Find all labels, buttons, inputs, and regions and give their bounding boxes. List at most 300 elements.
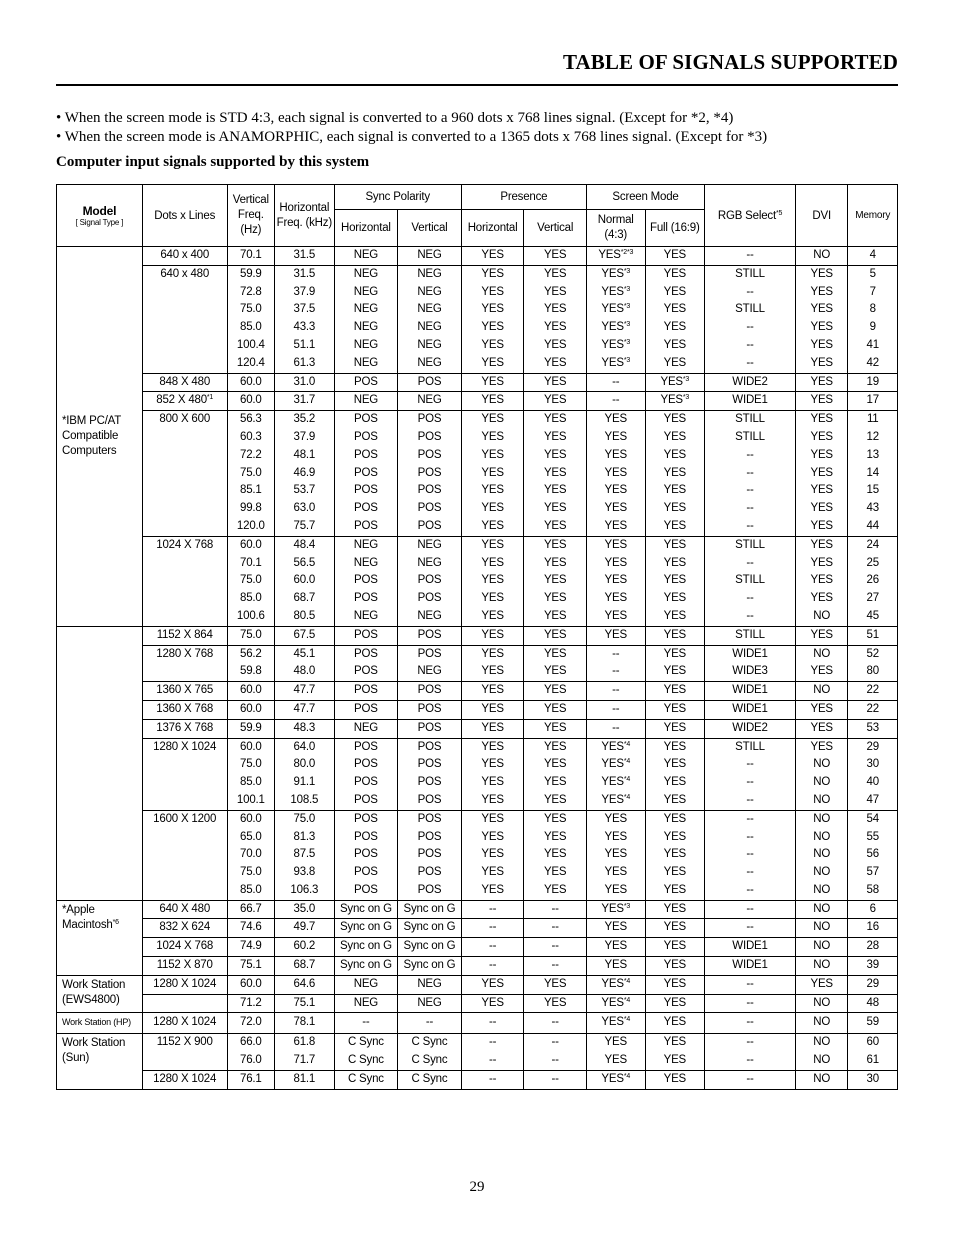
normal-cell: -- — [586, 700, 645, 719]
full-cell: YES — [645, 265, 705, 283]
hfreq-cell: 78.1 — [275, 1013, 335, 1034]
table-row — [57, 337, 898, 355]
table-row — [57, 663, 898, 681]
full-cell: YES — [645, 1034, 705, 1052]
dots-cell — [142, 864, 227, 882]
memory-cell: 60 — [848, 1034, 898, 1052]
memory-cell: 13 — [848, 447, 898, 465]
table-row — [57, 900, 898, 919]
full-cell: YES — [645, 518, 705, 536]
rgb-cell: -- — [705, 900, 796, 919]
full-cell: YES — [645, 608, 705, 626]
dots-cell — [142, 555, 227, 573]
presence-v-cell: -- — [524, 919, 587, 938]
table-row — [57, 645, 898, 663]
sync-h-cell: POS — [334, 572, 398, 590]
rgb-cell: -- — [705, 247, 796, 266]
dots-cell: 1152 X 870 — [142, 957, 227, 976]
vfreq-cell: 60.3 — [227, 429, 274, 447]
memory-cell: 27 — [848, 590, 898, 608]
full-cell: YES — [645, 846, 705, 864]
dots-cell — [142, 846, 227, 864]
full-cell: YES — [645, 482, 705, 500]
hfreq-cell: 37.9 — [275, 429, 335, 447]
sync-v-cell: Sync on G — [398, 900, 462, 919]
presence-h-cell: YES — [461, 682, 524, 701]
memory-cell: 53 — [848, 719, 898, 738]
table-row — [57, 1013, 898, 1034]
full-cell: YES — [645, 700, 705, 719]
vfreq-cell: 70.1 — [227, 247, 274, 266]
sync-h-cell: NEG — [334, 284, 398, 302]
sync-h-cell: POS — [334, 846, 398, 864]
dvi-cell: NO — [795, 1013, 847, 1034]
rgb-cell: -- — [705, 882, 796, 900]
dots-cell — [142, 500, 227, 518]
vfreq-cell: 72.8 — [227, 284, 274, 302]
normal-cell: -- — [586, 645, 645, 663]
dvi-cell: YES — [795, 663, 847, 681]
sync-h-cell: Sync on G — [334, 938, 398, 957]
normal-cell: YES$^{*4}$ — [586, 975, 645, 994]
vfreq-cell: 70.0 — [227, 846, 274, 864]
rgb-cell: STILL — [705, 572, 796, 590]
full-cell: YES — [645, 738, 705, 756]
normal-cell: YES$^{*4}$ — [586, 1013, 645, 1034]
dvi-cell: YES — [795, 572, 847, 590]
normal-cell: -- — [586, 373, 645, 392]
dots-cell: 1024 X 768 — [142, 938, 227, 957]
rgb-cell: -- — [705, 500, 796, 518]
vfreq-cell: 60.0 — [227, 392, 274, 411]
presence-h-cell: YES — [461, 590, 524, 608]
rgb-cell: -- — [705, 919, 796, 938]
header-full: Full (16:9) — [645, 210, 705, 247]
normal-cell: YES — [586, 938, 645, 957]
sync-v-cell: NEG — [398, 265, 462, 283]
full-cell: YES$^{*3}$ — [645, 373, 705, 392]
presence-v-cell: YES — [524, 373, 587, 392]
normal-cell: YES — [586, 572, 645, 590]
sync-h-cell: POS — [334, 518, 398, 536]
presence-v-cell: YES — [524, 846, 587, 864]
memory-cell: 29 — [848, 975, 898, 994]
hfreq-cell: 67.5 — [275, 626, 335, 645]
vfreq-cell: 65.0 — [227, 829, 274, 847]
hfreq-cell: 68.7 — [275, 590, 335, 608]
rgb-cell: STILL — [705, 429, 796, 447]
hfreq-cell: 80.0 — [275, 756, 335, 774]
full-cell: YES — [645, 284, 705, 302]
vfreq-cell: 75.0 — [227, 465, 274, 483]
sync-h-cell: POS — [334, 829, 398, 847]
memory-cell: 43 — [848, 500, 898, 518]
header-hfreq: Horizontal Freq. (kHz) — [275, 185, 335, 247]
dots-cell: 1360 X 765 — [142, 682, 227, 701]
sync-h-cell: POS — [334, 882, 398, 900]
sync-v-cell: POS — [398, 645, 462, 663]
table-row — [57, 411, 898, 429]
table-row — [57, 301, 898, 319]
dvi-cell: NO — [795, 645, 847, 663]
vfreq-cell: 75.0 — [227, 301, 274, 319]
sync-h-cell: POS — [334, 465, 398, 483]
dots-cell: 1152 X 864 — [142, 626, 227, 645]
presence-v-cell: YES — [524, 829, 587, 847]
presence-h-cell: YES — [461, 774, 524, 792]
presence-h-cell: YES — [461, 373, 524, 392]
sync-v-cell: Sync on G — [398, 938, 462, 957]
memory-cell: 58 — [848, 882, 898, 900]
presence-h-cell: YES — [461, 994, 524, 1013]
rgb-cell: -- — [705, 319, 796, 337]
memory-cell: 17 — [848, 392, 898, 411]
dots-cell: 1280 X 1024 — [142, 1070, 227, 1089]
dvi-cell: YES — [795, 500, 847, 518]
hfreq-cell: 31.7 — [275, 392, 335, 411]
hfreq-cell: 75.0 — [275, 810, 335, 828]
dots-cell: 1152 X 900 — [142, 1034, 227, 1052]
sync-v-cell: C Sync — [398, 1070, 462, 1089]
hfreq-cell: 51.1 — [275, 337, 335, 355]
dvi-cell: YES — [795, 465, 847, 483]
sync-v-cell: NEG — [398, 301, 462, 319]
memory-cell: 25 — [848, 555, 898, 573]
dots-cell: 1360 X 768 — [142, 700, 227, 719]
presence-h-cell: YES — [461, 792, 524, 810]
hfreq-cell: 60.2 — [275, 938, 335, 957]
full-cell: YES — [645, 1070, 705, 1089]
rgb-cell: STILL — [705, 626, 796, 645]
dots-cell: 852 X 480$^{*1}$ — [142, 392, 227, 411]
full-cell: YES — [645, 882, 705, 900]
table-row — [57, 738, 898, 756]
sync-v-cell: Sync on G — [398, 919, 462, 938]
hfreq-cell: 48.4 — [275, 536, 335, 554]
model-cell: Work Station (EWS4800) — [57, 975, 143, 1013]
dots-cell: 1600 X 1200 — [142, 810, 227, 828]
model-cell: *IBM PC/AT Compatible Computers — [57, 247, 143, 627]
presence-h-cell: -- — [461, 1070, 524, 1089]
sync-h-cell: Sync on G — [334, 919, 398, 938]
dots-cell — [142, 829, 227, 847]
dvi-cell: YES — [795, 284, 847, 302]
vfreq-cell: 85.0 — [227, 319, 274, 337]
dots-cell — [142, 756, 227, 774]
presence-v-cell: YES — [524, 700, 587, 719]
presence-h-cell: -- — [461, 1013, 524, 1034]
full-cell: YES — [645, 1052, 705, 1070]
hfreq-cell: 93.8 — [275, 864, 335, 882]
presence-v-cell: YES — [524, 738, 587, 756]
sync-v-cell: POS — [398, 682, 462, 701]
dvi-cell: YES — [795, 700, 847, 719]
header-presence: Presence — [461, 185, 586, 210]
dvi-cell: NO — [795, 792, 847, 810]
sync-h-cell: NEG — [334, 719, 398, 738]
rgb-cell: WIDE1 — [705, 938, 796, 957]
dvi-cell: NO — [795, 919, 847, 938]
memory-cell: 54 — [848, 810, 898, 828]
table-row — [57, 572, 898, 590]
normal-cell: YES — [586, 846, 645, 864]
rgb-cell: -- — [705, 518, 796, 536]
presence-v-cell: -- — [524, 957, 587, 976]
vfreq-cell: 120.0 — [227, 518, 274, 536]
vfreq-cell: 60.0 — [227, 536, 274, 554]
normal-cell: YES — [586, 536, 645, 554]
normal-cell: YES — [586, 957, 645, 976]
sync-v-cell: NEG — [398, 284, 462, 302]
memory-cell: 9 — [848, 319, 898, 337]
presence-h-cell: YES — [461, 555, 524, 573]
presence-h-cell: YES — [461, 465, 524, 483]
presence-v-cell: YES — [524, 392, 587, 411]
presence-v-cell: YES — [524, 301, 587, 319]
hfreq-cell: 35.0 — [275, 900, 335, 919]
table-row — [57, 938, 898, 957]
table-row — [57, 247, 898, 266]
hfreq-cell: 68.7 — [275, 957, 335, 976]
page-title: TABLE OF SIGNALS SUPPORTED — [562, 50, 898, 74]
table-row — [57, 756, 898, 774]
full-cell: YES — [645, 719, 705, 738]
table-row — [57, 608, 898, 626]
normal-cell: -- — [586, 392, 645, 411]
presence-h-cell: -- — [461, 938, 524, 957]
full-cell: YES — [645, 919, 705, 938]
sync-h-cell: C Sync — [334, 1052, 398, 1070]
full-cell: YES — [645, 774, 705, 792]
full-cell: YES — [645, 994, 705, 1013]
dots-cell: 848 X 480 — [142, 373, 227, 392]
full-cell: YES — [645, 500, 705, 518]
normal-cell: -- — [586, 663, 645, 681]
presence-v-cell: YES — [524, 319, 587, 337]
vfreq-cell: 85.0 — [227, 774, 274, 792]
vfreq-cell: 59.9 — [227, 265, 274, 283]
sync-v-cell: NEG — [398, 392, 462, 411]
table-row — [57, 284, 898, 302]
presence-v-cell: YES — [524, 626, 587, 645]
table-row — [57, 957, 898, 976]
dvi-cell: NO — [795, 756, 847, 774]
hfreq-cell: 48.3 — [275, 719, 335, 738]
sync-v-cell: POS — [398, 429, 462, 447]
sync-h-cell: NEG — [334, 301, 398, 319]
dvi-cell: YES — [795, 518, 847, 536]
rgb-cell: WIDE1 — [705, 392, 796, 411]
vfreq-cell: 75.1 — [227, 957, 274, 976]
memory-cell: 5 — [848, 265, 898, 283]
header-vfreq: Vertical Freq. (Hz) — [227, 185, 274, 247]
memory-cell: 19 — [848, 373, 898, 392]
presence-h-cell: YES — [461, 829, 524, 847]
dvi-cell: YES — [795, 719, 847, 738]
rgb-cell: STILL — [705, 536, 796, 554]
presence-v-cell: YES — [524, 247, 587, 266]
sync-v-cell: NEG — [398, 319, 462, 337]
full-cell: YES — [645, 319, 705, 337]
normal-cell: YES — [586, 465, 645, 483]
presence-h-cell: YES — [461, 536, 524, 554]
dots-cell — [142, 1052, 227, 1070]
hfreq-cell: 48.0 — [275, 663, 335, 681]
sync-h-cell: POS — [334, 792, 398, 810]
hfreq-cell: 35.2 — [275, 411, 335, 429]
rgb-cell: -- — [705, 608, 796, 626]
dvi-cell: YES — [795, 265, 847, 283]
sync-h-cell: POS — [334, 645, 398, 663]
table-row — [57, 392, 898, 411]
sync-v-cell: POS — [398, 626, 462, 645]
presence-h-cell: -- — [461, 1052, 524, 1070]
dots-cell — [142, 572, 227, 590]
normal-cell: YES$^{*4}$ — [586, 792, 645, 810]
normal-cell: YES — [586, 482, 645, 500]
memory-cell: 4 — [848, 247, 898, 266]
sync-v-cell: POS — [398, 447, 462, 465]
dots-cell: 1280 X 1024 — [142, 1013, 227, 1034]
table-row — [57, 994, 898, 1013]
rgb-cell: STILL — [705, 738, 796, 756]
full-cell: YES — [645, 555, 705, 573]
sync-v-cell: NEG — [398, 247, 462, 266]
section-heading: Computer input signals supported by this system — [56, 154, 370, 170]
presence-v-cell: YES — [524, 355, 587, 373]
dvi-cell: NO — [795, 994, 847, 1013]
normal-cell: YES — [586, 864, 645, 882]
normal-cell: YES — [586, 919, 645, 938]
vfreq-cell: 74.9 — [227, 938, 274, 957]
full-cell: YES — [645, 572, 705, 590]
dvi-cell: YES — [795, 373, 847, 392]
vfreq-cell: 76.0 — [227, 1052, 274, 1070]
table-row — [57, 555, 898, 573]
rgb-cell: WIDE2 — [705, 719, 796, 738]
hfreq-cell: 80.5 — [275, 608, 335, 626]
dots-cell: 640 x 480 — [142, 265, 227, 283]
notes — [56, 109, 898, 147]
presence-h-cell: -- — [461, 900, 524, 919]
presence-v-cell: YES — [524, 975, 587, 994]
sync-h-cell: NEG — [334, 994, 398, 1013]
sync-h-cell: NEG — [334, 265, 398, 283]
hfreq-cell: 71.7 — [275, 1052, 335, 1070]
memory-cell: 40 — [848, 774, 898, 792]
sync-h-cell: POS — [334, 700, 398, 719]
table-row — [57, 429, 898, 447]
vfreq-cell: 75.0 — [227, 864, 274, 882]
sync-h-cell: NEG — [334, 536, 398, 554]
sync-v-cell: NEG — [398, 975, 462, 994]
header-sync-h: Horizontal — [334, 210, 398, 247]
memory-cell: 47 — [848, 792, 898, 810]
memory-cell: 80 — [848, 663, 898, 681]
table-row — [57, 700, 898, 719]
rgb-cell: WIDE3 — [705, 663, 796, 681]
hfreq-cell: 106.3 — [275, 882, 335, 900]
presence-h-cell: YES — [461, 429, 524, 447]
dvi-cell: YES — [795, 301, 847, 319]
sync-h-cell: POS — [334, 774, 398, 792]
header-model: Model [ Signal Type ] — [57, 185, 143, 247]
sync-v-cell: NEG — [398, 608, 462, 626]
rgb-cell: -- — [705, 465, 796, 483]
sync-h-cell: C Sync — [334, 1034, 398, 1052]
presence-h-cell: YES — [461, 975, 524, 994]
full-cell: YES — [645, 355, 705, 373]
memory-cell: 11 — [848, 411, 898, 429]
memory-cell: 30 — [848, 756, 898, 774]
vfreq-cell: 56.2 — [227, 645, 274, 663]
sync-h-cell: POS — [334, 429, 398, 447]
dvi-cell: NO — [795, 1034, 847, 1052]
sync-v-cell: C Sync — [398, 1052, 462, 1070]
presence-h-cell: YES — [461, 846, 524, 864]
sync-v-cell: POS — [398, 482, 462, 500]
hfreq-cell: 31.5 — [275, 265, 335, 283]
dots-cell — [142, 518, 227, 536]
table-row — [57, 829, 898, 847]
sync-v-cell: NEG — [398, 337, 462, 355]
normal-cell: YES — [586, 829, 645, 847]
table-row — [57, 319, 898, 337]
full-cell: YES — [645, 663, 705, 681]
presence-v-cell: -- — [524, 1034, 587, 1052]
rgb-cell: -- — [705, 994, 796, 1013]
rgb-cell: WIDE1 — [705, 682, 796, 701]
dvi-cell: YES — [795, 590, 847, 608]
dvi-cell: YES — [795, 626, 847, 645]
dvi-cell: NO — [795, 608, 847, 626]
vfreq-cell: 85.0 — [227, 590, 274, 608]
rgb-cell: WIDE1 — [705, 700, 796, 719]
rgb-cell: -- — [705, 975, 796, 994]
memory-cell: 57 — [848, 864, 898, 882]
rgb-cell: WIDE1 — [705, 645, 796, 663]
full-cell: YES — [645, 447, 705, 465]
dots-cell — [142, 994, 227, 1013]
dvi-cell: NO — [795, 1070, 847, 1089]
full-cell: YES — [645, 536, 705, 554]
table-row — [57, 500, 898, 518]
rgb-cell: -- — [705, 1034, 796, 1052]
sync-v-cell: POS — [398, 518, 462, 536]
hfreq-cell: 60.0 — [275, 572, 335, 590]
presence-h-cell: YES — [461, 700, 524, 719]
dots-cell: 1280 X 1024 — [142, 975, 227, 994]
presence-h-cell: YES — [461, 337, 524, 355]
dvi-cell: NO — [795, 1052, 847, 1070]
memory-cell: 48 — [848, 994, 898, 1013]
sync-v-cell: POS — [398, 465, 462, 483]
presence-v-cell: YES — [524, 792, 587, 810]
vfreq-cell: 60.0 — [227, 810, 274, 828]
hfreq-cell: 56.5 — [275, 555, 335, 573]
memory-cell: 12 — [848, 429, 898, 447]
dvi-cell: YES — [795, 738, 847, 756]
vfreq-cell: 100.6 — [227, 608, 274, 626]
table-row — [57, 774, 898, 792]
rgb-cell: -- — [705, 774, 796, 792]
full-cell: YES — [645, 829, 705, 847]
header-memory: Memory — [848, 185, 898, 247]
presence-v-cell: YES — [524, 411, 587, 429]
full-cell: YES — [645, 247, 705, 266]
dots-cell: 640 X 480 — [142, 900, 227, 919]
sync-v-cell: POS — [398, 792, 462, 810]
